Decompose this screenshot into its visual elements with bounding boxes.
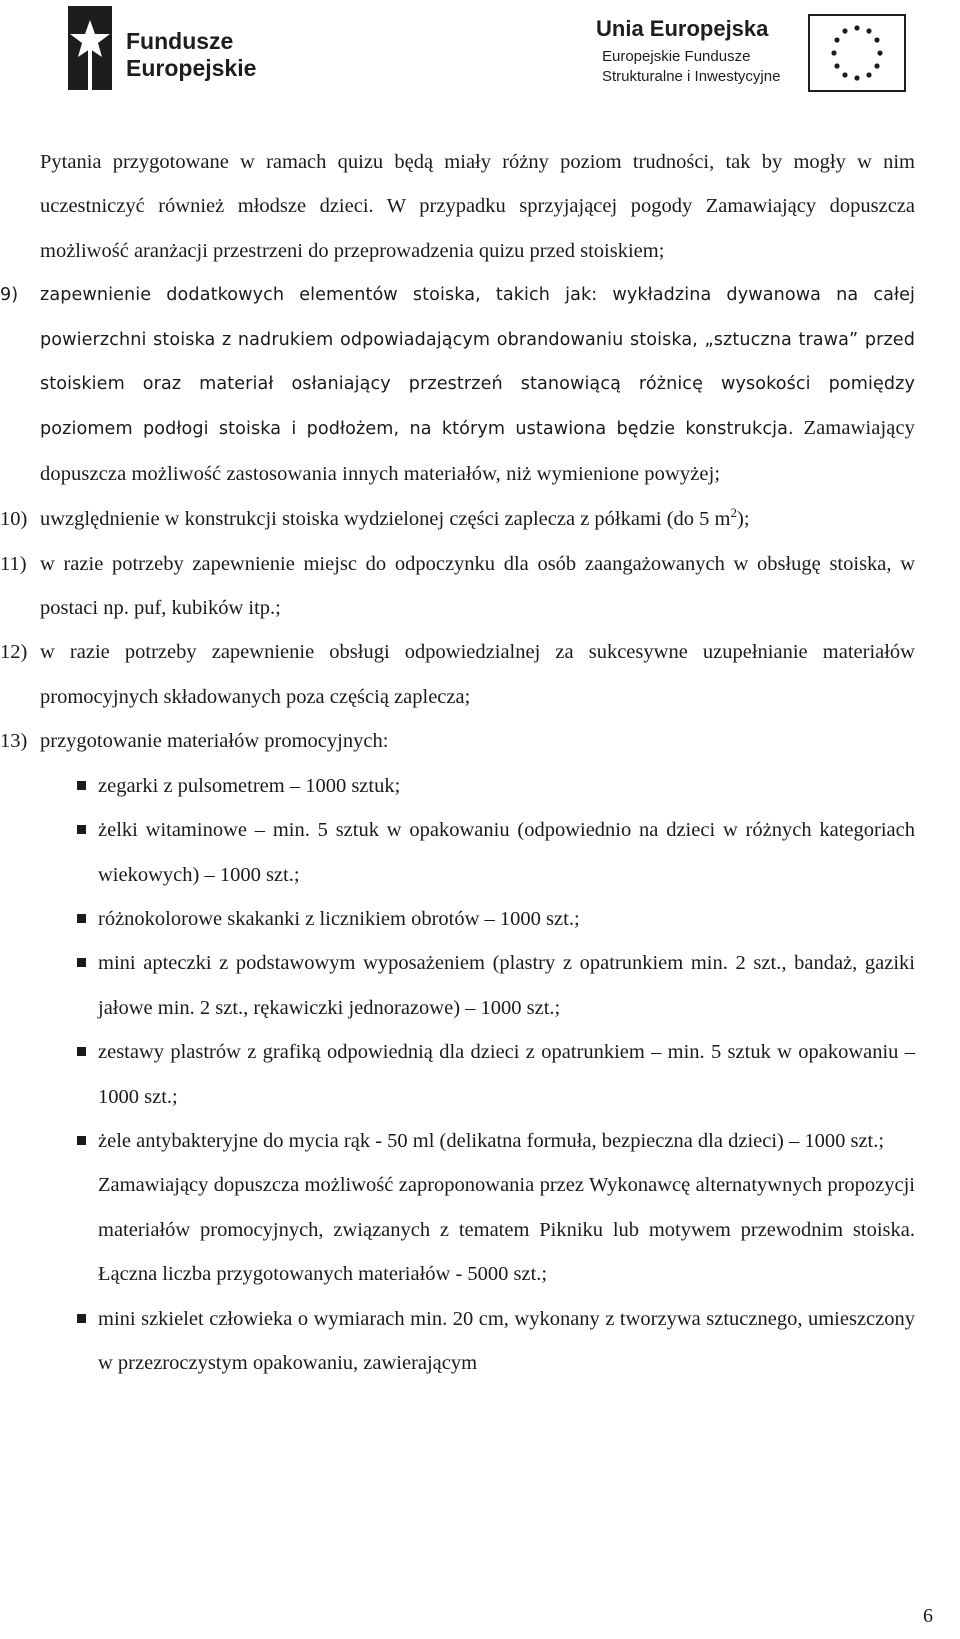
square-bullet-icon [77,1314,86,1323]
item-text-continued: Zamawiający dopuszcza możliwość zastosowania innych materiałów, niż wymienione powyżej; [40,417,915,485]
item-number: 10) [0,508,28,531]
bullet-text: różnokolorowe skakanki z licznikiem obrotów – 1000 szt.; [98,907,580,930]
intro-paragraph: Pytania przygotowane w ramach quizu będą miały różny poziom trudności, tak by mogły w nim uczestniczyć również młodsze dzieci. W przypadku sprzyjającej pogody Zamawiający dopuszcza możliwość aranżacji przestrzeni do przeprowadzenia quizu przed stoiskiem; [40,151,915,262]
item-tail: ); [737,508,750,531]
item-number: 13) [0,730,28,753]
bullet-item [0,1030,960,1119]
item-number: 11) [0,552,27,575]
fundusze-europejskie-logo [62,6,302,94]
bullet-item [0,1119,960,1163]
list-item-10 [0,497,960,541]
bullet-item [0,764,960,808]
item-text: w razie potrzeby zapewnienie obsługi odpowiedzialnej za sukcesywne uzupełnianie materiałów promocyjnych składowanych poza częścią zaplecza; [40,641,915,708]
bullet-text: żele antybakteryjne do mycia rąk - 50 ml (delikatna formuła, bezpieczna dla dzieci) – 1000 szt.; [98,1129,885,1152]
square-bullet-icon [77,1047,86,1056]
bullet-item [0,1297,960,1386]
list-item-9 [0,273,960,497]
square-bullet-icon [77,1136,86,1145]
list-item-11 [0,542,960,631]
bullet-text: mini szkielet człowieka o wymiarach min. 20 cm, wykonany z tworzywa sztucznego, umieszczony w przezroczystym opakowaniu, zawierającym [98,1307,915,1374]
bullet-text: żelki witaminowe – min. 5 sztuk w opakowaniu (odpowiednio na dzieci w różnych kategoriach wiekowych) – 1000 szt.; [98,819,915,886]
bullet-text: zestawy plastrów z grafiką odpowiednią dla dzieci z opatrunkiem – min. 5 sztuk w opakowaniu – 1000 szt.; [98,1041,915,1108]
item-text: uwzględnienie w konstrukcji stoiska wydzielonej części zaplecza z półkami (do 5 m [40,508,731,531]
item-text: przygotowanie materiałów promocyjnych: [40,730,389,753]
item-number: 9) [0,285,19,306]
page-header [0,0,960,110]
item-number: 12) [0,641,28,664]
ue-subtitle-1: Europejskie Fundusze [602,48,751,65]
ue-title: Unia Europejska [596,16,769,41]
eu-funds-star-logo-icon [62,6,118,90]
item-text: w razie potrzeby zapewnienie miejsc do odpoczynku dla osób zaangażowanych w obsługę stoiska, w postaci np. puf, kubików itp.; [40,552,915,620]
list-item-13 [0,719,960,763]
unia-europejska-logo [596,14,908,94]
list-item-12 [0,630,960,719]
eu-flag-stars-icon [808,14,906,92]
document-body [0,140,960,1385]
square-bullet-icon [77,825,86,834]
superscript: 2 [730,505,738,521]
logo-line-1: Fundusze [126,28,234,54]
bullet-text: zegarki z pulsometrem – 1000 sztuk; [98,774,401,797]
fundusze-europejskie-text [126,28,256,82]
square-bullet-icon [77,958,86,967]
bullet-item [0,808,960,897]
logo-line-2: Europejskie [126,55,257,81]
sub-paragraph: Zamawiający dopuszcza możliwość zaproponowania przez Wykonawcę alternatywnych propozycji materiałów promocyjnych, związanych z tematem Pikniku lub motywem przewodnim stoiska. Łączna liczba przygotowanych materiałów - 5000 szt.; [98,1174,915,1286]
bullet-item [0,897,960,941]
square-bullet-icon [77,914,86,923]
item-text: zapewnienie dodatkowych elementów stoiska, takich jak: wykładzina dywanowa na całej powierzchni stoiska z nadrukiem odpowiadającym obrandowaniu stoiska, „sztuczna trawa” przed stoiskiem oraz materiał osłaniający przestrzeń stanowiącą różnicę wysokości pomiędzy poziomem podłogi stoiska i podłożem, na którym ustawiona będzie konstrukcja. [40,285,915,440]
ue-subtitle-2: Strukturalne i Inwestycyjne [602,68,781,85]
page-number: 6 [923,1605,933,1627]
square-bullet-icon [77,781,86,790]
bullet-text: mini apteczki z podstawowym wyposażeniem (plastry z opatrunkiem min. 2 szt., bandaż, gaziki jałowe min. 2 szt., rękawiczki jednorazowe) – 1000 szt.; [98,952,915,1019]
bullet-item [0,941,960,1030]
